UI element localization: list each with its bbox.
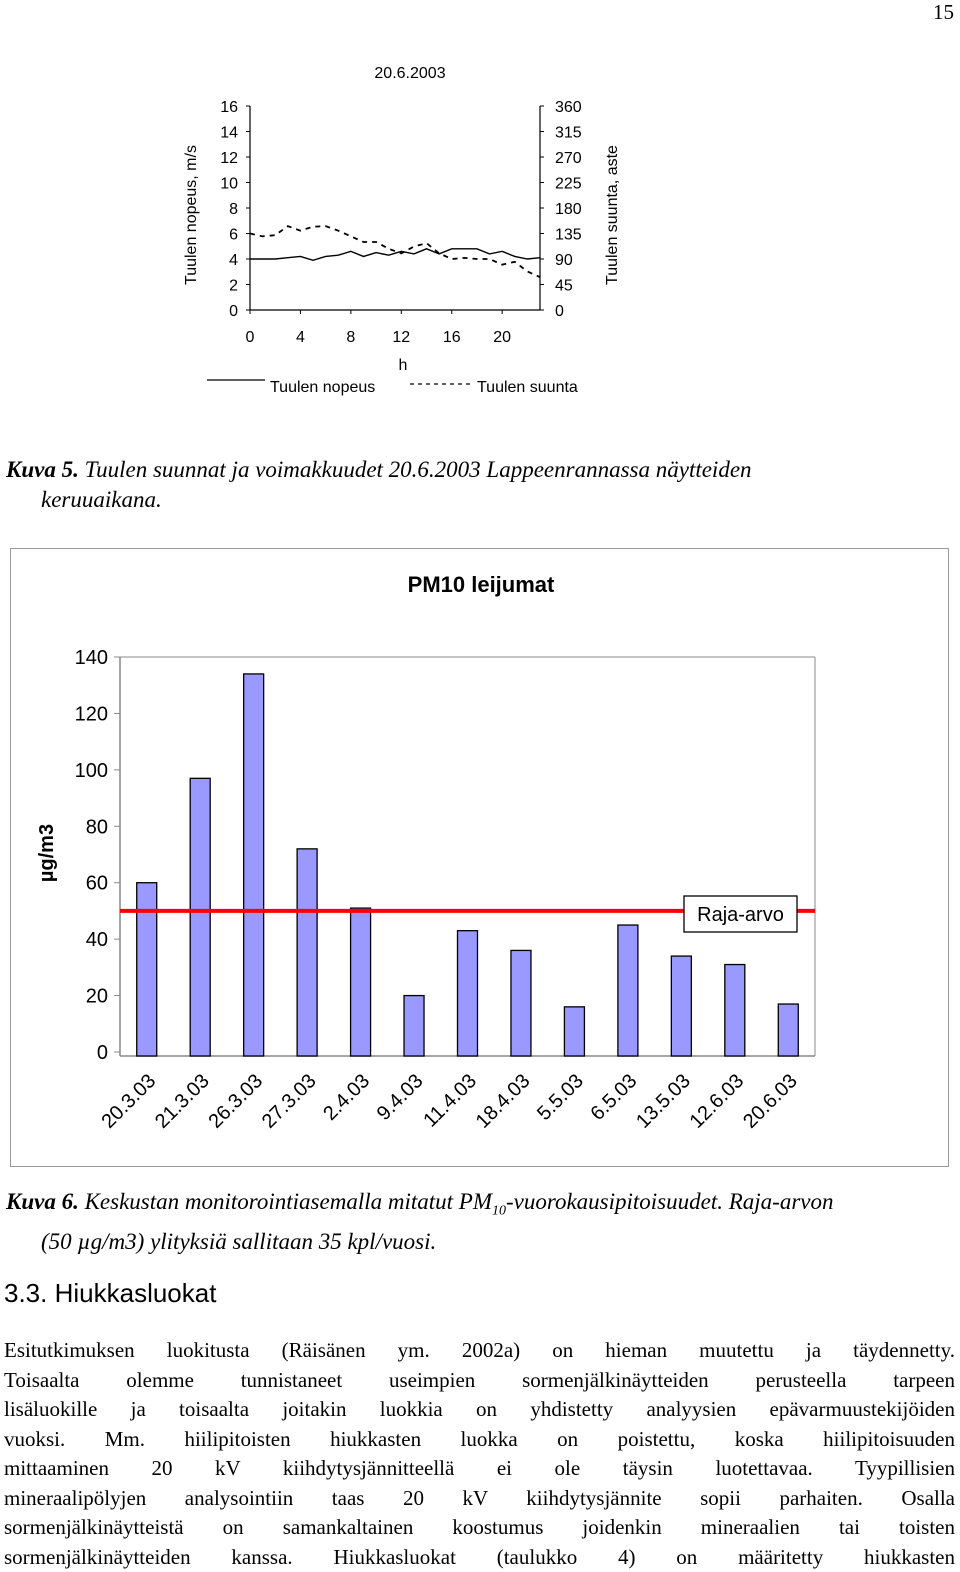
wind-left-tick-label: 6 — [229, 226, 238, 244]
figure-5-text: Tuulen suunnat ja voimakkuudet 20.6.2003 Lappeenrannassa näytteiden — [84, 457, 752, 482]
page-number: 15 — [933, 0, 954, 24]
wind-right-tick-label: 180 — [555, 201, 582, 218]
pm10-bar — [458, 931, 478, 1056]
pm10-chart — [10, 548, 950, 1168]
pm10-y-tick-label: 100 — [74, 759, 108, 782]
wind-left-tick-label: 10 — [220, 175, 238, 193]
body-line: Esitutkimuksen luokitusta (Räisänen ym. 2002a) on hieman muutettu ja täydennetty. — [4, 1338, 955, 1362]
pm10-x-tick-label: 12.6.03 — [685, 1069, 749, 1133]
pm10-x-tick-label: 18.4.03 — [471, 1069, 535, 1133]
pm10-bar — [297, 849, 317, 1056]
wind-left-tick-label: 12 — [220, 150, 238, 167]
pm10-x-tick-label: 20.3.03 — [97, 1069, 161, 1133]
pm10-bar — [671, 956, 691, 1056]
wind-left-tick-label: 4 — [229, 252, 238, 269]
wind-left-axis-label: Tuulen nopeus, m/s — [183, 145, 200, 285]
pm10-x-tick-label: 2.4.03 — [319, 1069, 375, 1125]
wind-chart — [0, 50, 700, 410]
wind-right-tick-label: 135 — [555, 226, 582, 244]
figure-6-text-2: (50 µg/m3) ylityksiä sallitaan 35 kpl/vuosi. — [41, 1228, 437, 1254]
wind-left-tick-label: 8 — [229, 201, 238, 218]
figure-6-text-b: -vuorokausipitoisuudet. Raja-arvon — [505, 1189, 834, 1214]
wind-direction-line — [250, 226, 540, 277]
pm10-y-tick-label: 80 — [85, 816, 108, 839]
pm10-x-tick-label: 20.6.03 — [739, 1069, 802, 1133]
wind-right-tick-label: 315 — [555, 124, 582, 142]
pm10-x-tick-label: 5.5.03 — [533, 1069, 588, 1125]
pm10-x-tick-label: 26.3.03 — [204, 1069, 268, 1133]
pm10-limit-label: Raja-arvo — [697, 904, 784, 926]
wind-x-tick-label: 0 — [245, 329, 255, 346]
pm10-x-tick-label: 6.5.03 — [586, 1069, 642, 1125]
wind-x-tick-label: 8 — [346, 329, 356, 346]
body-paragraph — [4, 1336, 955, 1572]
pm10-y-tick-label: 40 — [85, 929, 108, 952]
wind-right-tick-label: 270 — [555, 150, 582, 167]
wind-left-tick-label: 14 — [220, 124, 238, 142]
figure-5-caption — [6, 455, 950, 515]
body-line: mineraalipölyjen analysointiin taas 20 kV kiihdytysjännite sopii parhaiten. Osalla — [4, 1485, 955, 1510]
pm10-bar — [778, 1004, 798, 1056]
pm10-y-tick-label: 20 — [85, 985, 108, 1008]
figure-5-label: Kuva 5. — [6, 457, 79, 482]
wind-legend — [207, 379, 578, 396]
pm10-bar — [404, 996, 424, 1056]
figure-6-label: Kuva 6. — [6, 1189, 79, 1214]
pm10-bar — [725, 965, 745, 1056]
legend-speed-label: Tuulen nopeus — [270, 379, 376, 396]
pm10-x-tick-label: 13.5.03 — [632, 1069, 695, 1133]
pm10-x-tick-label: 11.4.03 — [419, 1069, 482, 1132]
body-line: vuoksi. Mm. hiilipitoisten hiukkasten luokka on poistettu, koska hiilipitoisuuden — [4, 1426, 955, 1451]
pm10-bar — [351, 908, 371, 1056]
body-line: sormenjälkinäytteiden kanssa. Hiukkasluokat (taulukko 4) on määritetty hiukkasten — [4, 1544, 955, 1569]
legend-direction-label: Tuulen suunta — [477, 379, 578, 396]
pm10-y-tick-label: 120 — [74, 703, 108, 726]
pm10-x-tick-label: 27.3.03 — [257, 1069, 321, 1133]
wind-left-tick-label: 16 — [220, 99, 238, 116]
wind-right-axis-label: Tuulen suunta, aste — [604, 145, 621, 285]
pm10-chart-frame — [11, 549, 949, 1167]
pm10-chart-title: PM10 leijumat — [407, 572, 555, 597]
wind-right-tick-label: 90 — [555, 252, 573, 269]
pm10-bar — [618, 925, 638, 1056]
wind-x-tick-label: 16 — [442, 329, 461, 346]
pm10-y-tick-label: 60 — [85, 872, 108, 895]
wind-left-tick-label: 0 — [229, 303, 238, 320]
body-line: Toisaalta olemme tunnistaneet useimpien sormenjälkinäytteiden perusteella tarpeen — [4, 1367, 955, 1392]
pm10-bar — [137, 883, 157, 1056]
pm10-bar — [190, 778, 210, 1056]
wind-right-tick-label: 360 — [555, 99, 582, 116]
pm10-bar — [564, 1007, 584, 1056]
wind-x-tick-label: 4 — [295, 329, 305, 346]
section-heading: 3.3. Hiukkasluokat — [4, 1278, 217, 1308]
wind-chart-title: 20.6.2003 — [374, 65, 446, 82]
figure-6-subscript: 10 — [491, 1203, 506, 1219]
body-line: mittaaminen 20 kV kiihdytysjännitteellä ei ole täysin luotettavaa. Tyypillisien — [4, 1456, 955, 1480]
wind-right-tick-label: 45 — [555, 277, 573, 295]
wind-x-tick-label: 12 — [392, 329, 411, 346]
wind-left-tick-label: 2 — [229, 277, 238, 295]
wind-right-tick-label: 225 — [555, 175, 582, 193]
body-line: lisäluokille ja toisaalta joitakin luokkia on yhdistetty analyysien epävarmuustekijöiden — [4, 1397, 955, 1421]
pm10-y-axis-label: µg/m3 — [36, 823, 58, 883]
pm10-y-tick-label: 140 — [74, 647, 108, 669]
wind-plot-area — [220, 99, 582, 346]
pm10-y-tick-label: 0 — [96, 1042, 108, 1064]
figure-6-text: Keskustan monitorointiasemalla mitatut PM — [84, 1189, 492, 1214]
pm10-bar — [511, 950, 531, 1056]
body-line: sormenjälkinäytteistä on samankaltainen koostumus joidenkin mineraalien tai toisten — [4, 1515, 955, 1539]
wind-right-tick-label: 0 — [555, 303, 564, 320]
wind-x-axis-label: h — [398, 357, 408, 374]
wind-x-tick-label: 20 — [493, 329, 512, 346]
figure-6-caption — [6, 1187, 950, 1257]
pm10-x-tick-label: 21.3.03 — [150, 1069, 214, 1133]
pm10-x-tick-label: 9.4.03 — [372, 1069, 428, 1125]
figure-5-text-2: keruuaikana. — [41, 487, 162, 512]
pm10-bar — [244, 674, 264, 1056]
